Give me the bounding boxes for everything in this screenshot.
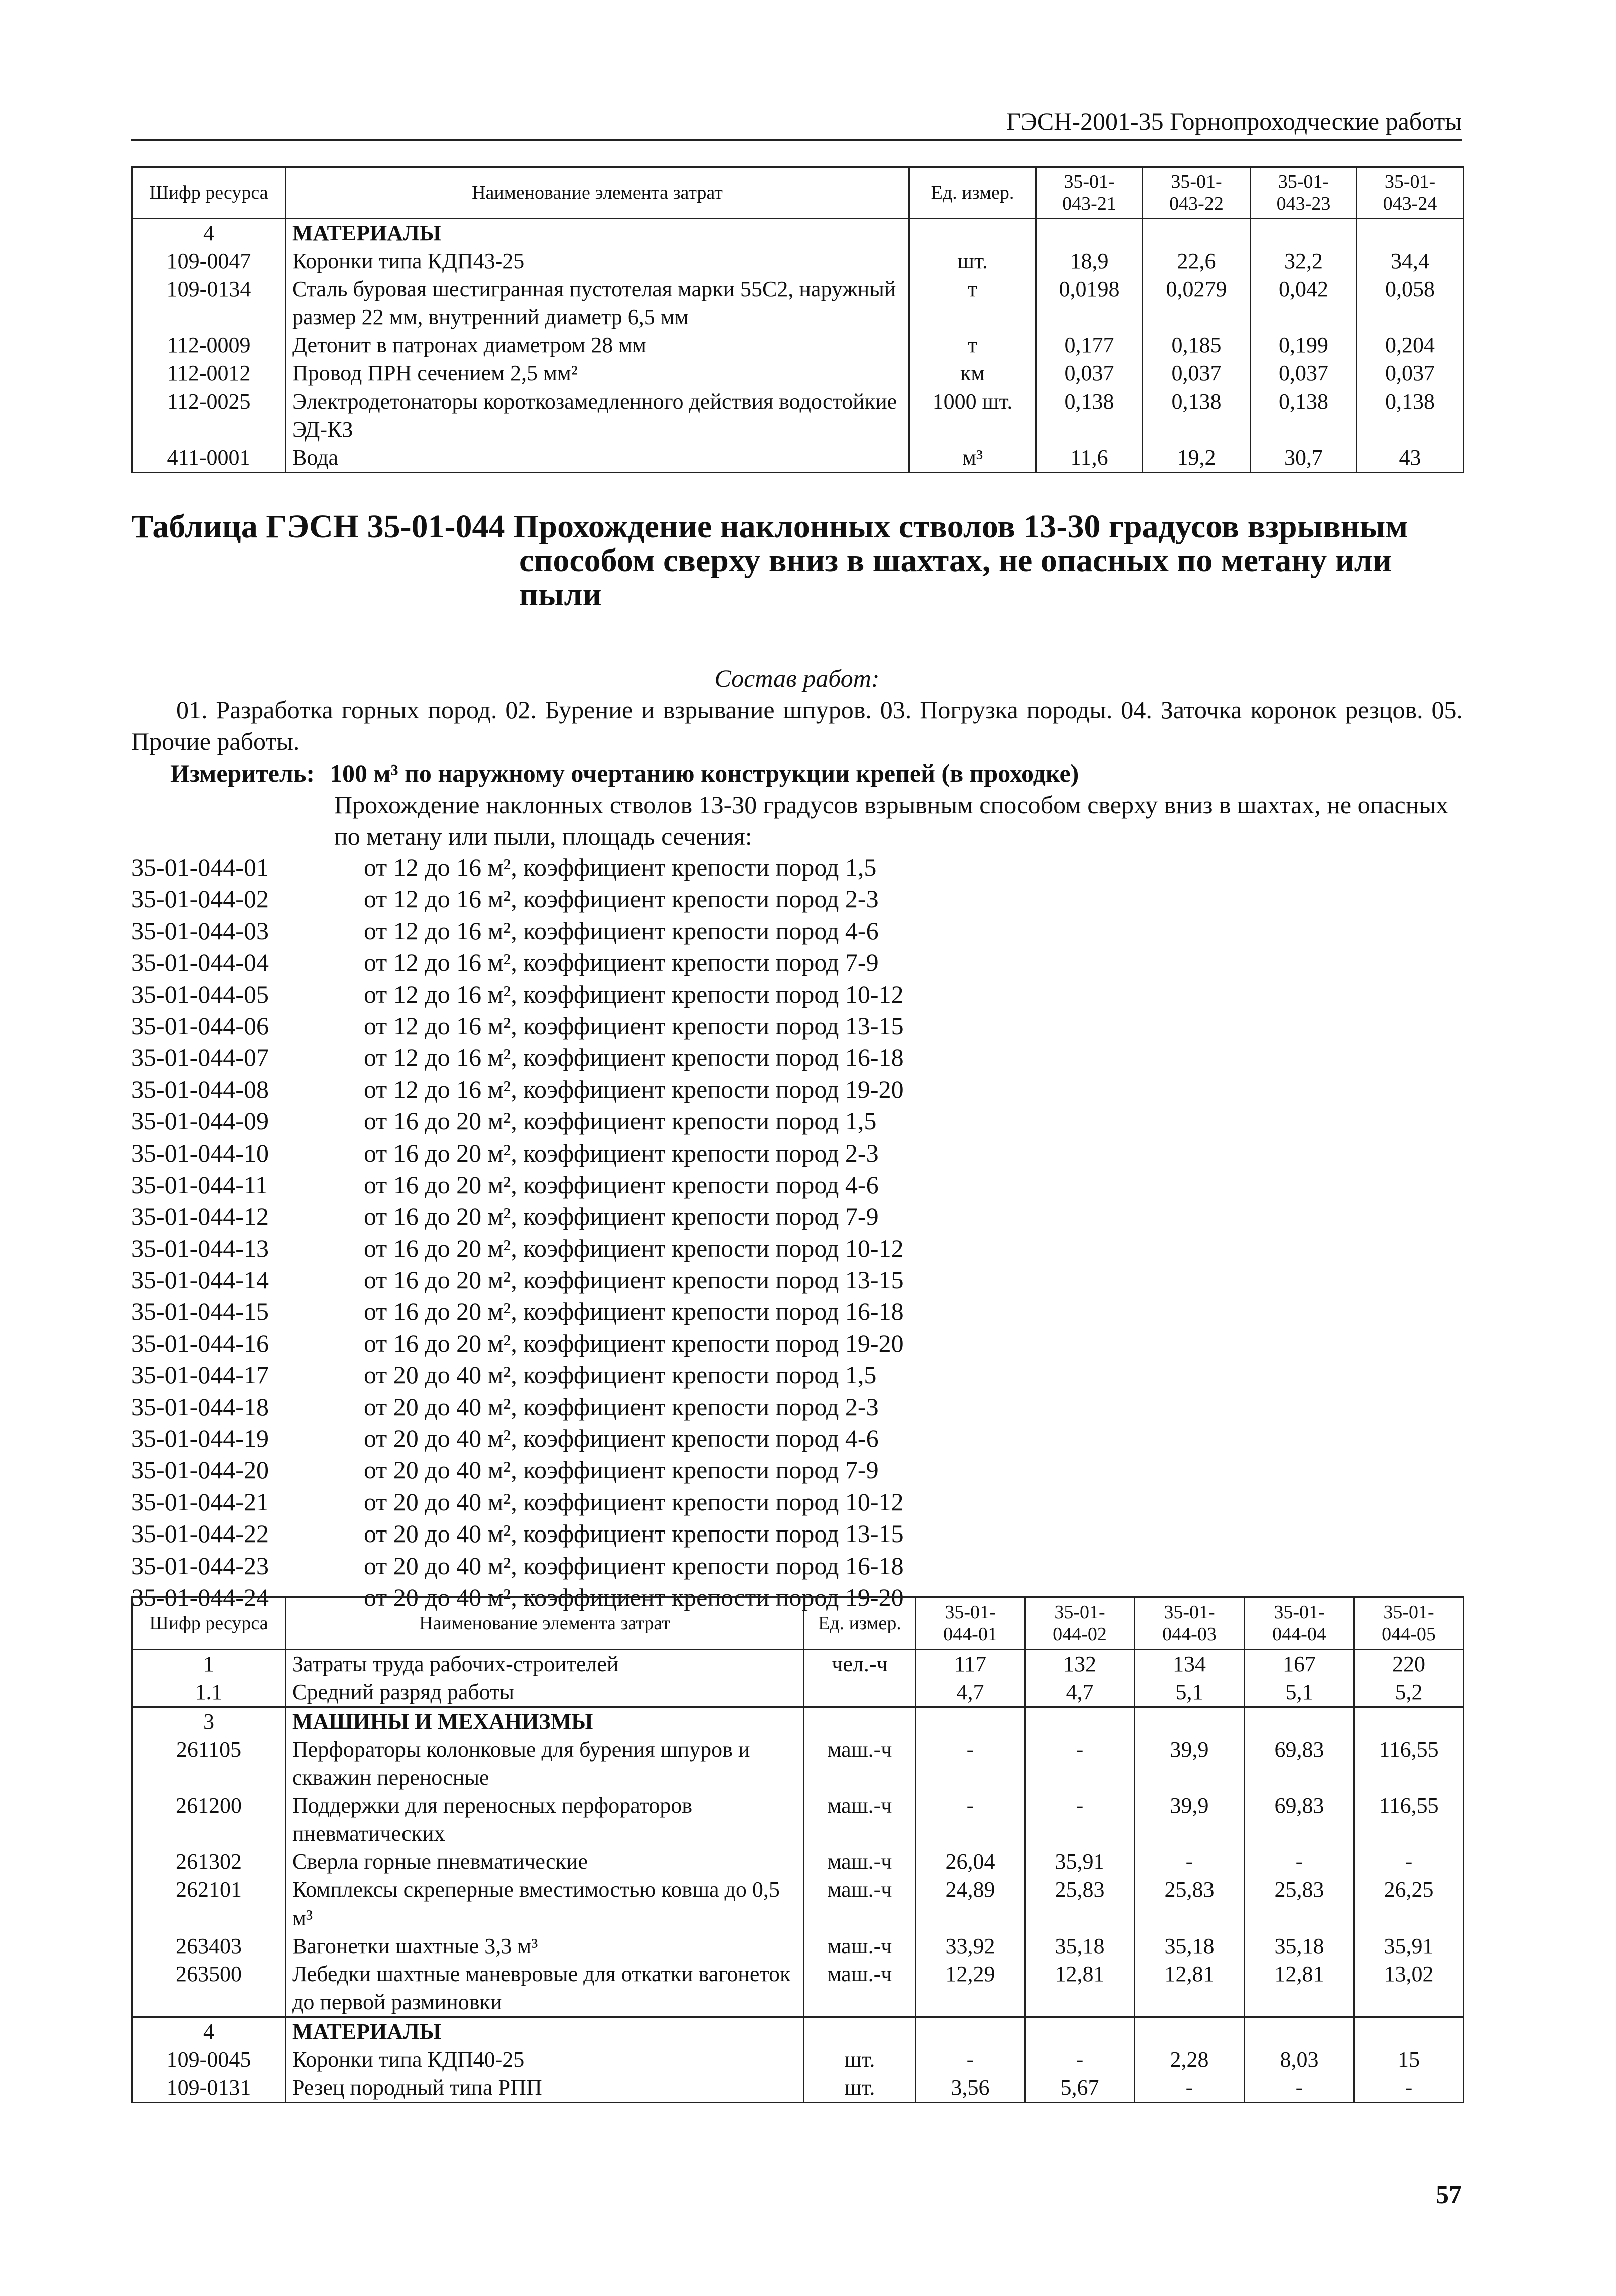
resource-code-cell: 4 — [132, 219, 286, 248]
resource-name-cell: Сверла горные пневматические — [286, 1848, 804, 1876]
table-row — [132, 1678, 1464, 1707]
value-cell: 0,138 — [1251, 388, 1357, 444]
resource-table-043 — [131, 166, 1464, 473]
value-cell: 0,138 — [1036, 388, 1143, 444]
meter-line — [170, 757, 1462, 789]
unit-cell — [804, 1707, 916, 1736]
value-cell: 117 — [916, 1650, 1025, 1679]
unit-cell: маш.-ч — [804, 1960, 916, 2017]
column-header: 35-01- 043-21 — [1036, 167, 1143, 219]
code-list-item — [131, 1233, 1463, 1264]
table-row — [132, 2074, 1464, 2103]
value-cell: 12,29 — [916, 1960, 1025, 2017]
norm-code: 35-01-044-20 — [131, 1456, 269, 1484]
code-list-item — [131, 1074, 1463, 1105]
value-cell: 0,177 — [1036, 331, 1143, 359]
norm-code: 35-01-044-15 — [131, 1297, 269, 1326]
resource-code-cell: 1.1 — [132, 1678, 286, 1707]
resource-code-cell: 112-0012 — [132, 359, 286, 388]
column-header: 35-01- 044-01 — [916, 1597, 1025, 1650]
norm-description: от 12 до 16 м², коэффициент крепости пород 4-6 — [364, 916, 879, 945]
norm-description: от 12 до 16 м², коэффициент крепости пород 1,5 — [364, 853, 877, 881]
code-list-item — [131, 883, 1463, 915]
value-cell — [1036, 219, 1143, 248]
resource-code-cell: 109-0131 — [132, 2074, 286, 2103]
code-list-item — [131, 1454, 1463, 1486]
value-cell: 32,2 — [1251, 247, 1357, 275]
column-header: Шифр ресурса — [132, 167, 286, 219]
norm-description: от 12 до 16 м², коэффициент крепости пород 10-12 — [364, 980, 904, 1008]
resource-code-cell: 112-0009 — [132, 331, 286, 359]
column-header: 35-01- 044-05 — [1354, 1597, 1464, 1650]
value-cell: 30,7 — [1251, 444, 1357, 473]
description-text: Прохождение наклонных стволов 13-30 градусов взрывным способом сверху вниз в шахтах, не опасных по метану или пыли, площадь сечения: — [334, 791, 1449, 850]
norm-code: 35-01-044-24 — [131, 1583, 269, 1611]
resource-name-cell: Коронки типа КДП40-25 — [286, 2046, 804, 2074]
code-list-item — [131, 915, 1463, 947]
resource-name-cell: Средний разряд работы — [286, 1678, 804, 1707]
unit-cell: маш.-ч — [804, 1792, 916, 1848]
value-cell: 39,9 — [1135, 1736, 1245, 1792]
norm-code: 35-01-044-01 — [131, 853, 269, 881]
resource-code-cell: 263500 — [132, 1960, 286, 2017]
resource-name-cell: Комплексы скреперные вместимостью ковша до 0,5 м³ — [286, 1876, 804, 1932]
value-cell — [1354, 2017, 1464, 2046]
table-row — [132, 1792, 1464, 1848]
code-list-item — [131, 852, 1463, 883]
resource-name-cell: Поддержки для переносных перфораторов пневматических — [286, 1792, 804, 1848]
section-heading-cell: МАТЕРИАЛЫ — [286, 2017, 804, 2046]
resource-code-cell: 109-0134 — [132, 275, 286, 331]
code-list-item — [131, 1328, 1463, 1359]
page-number: 57 — [1436, 2181, 1462, 2209]
code-list-item — [131, 1296, 1463, 1327]
code-list-item — [131, 1359, 1463, 1391]
norm-description: от 16 до 20 м², коэффициент крепости пород 13-15 — [364, 1266, 904, 1294]
code-list-item — [131, 1550, 1463, 1582]
table-row — [132, 1876, 1464, 1932]
resource-code-cell: 261200 — [132, 1792, 286, 1848]
value-cell: 0,0279 — [1143, 275, 1251, 331]
value-cell: 116,55 — [1354, 1792, 1464, 1848]
table-row — [132, 444, 1464, 473]
table-row — [132, 1932, 1464, 1960]
value-cell — [1245, 2017, 1354, 2046]
norm-code: 35-01-044-09 — [131, 1107, 269, 1135]
resource-name-cell: Коронки типа КДП43-25 — [286, 247, 909, 275]
norm-code: 35-01-044-19 — [131, 1424, 269, 1453]
value-cell: 167 — [1245, 1650, 1354, 1679]
unit-cell: чел.-ч — [804, 1650, 916, 1679]
norm-description: от 16 до 20 м², коэффициент крепости пород 4-6 — [364, 1170, 879, 1199]
value-cell: - — [1245, 2074, 1354, 2103]
resource-code-cell: 261302 — [132, 1848, 286, 1876]
table-title — [131, 510, 1463, 612]
value-cell — [1354, 1707, 1464, 1736]
column-header: Шифр ресурса — [132, 1597, 286, 1650]
norm-description: от 12 до 16 м², коэффициент крепости пород 13-15 — [364, 1011, 904, 1040]
value-cell: 3,56 — [916, 2074, 1025, 2103]
norm-code: 35-01-044-02 — [131, 885, 269, 913]
resource-name-cell: Вода — [286, 444, 909, 473]
norm-description: от 20 до 40 м², коэффициент крепости пород 13-15 — [364, 1519, 904, 1548]
value-cell: - — [1135, 1848, 1245, 1876]
column-header: Ед. измер. — [804, 1597, 916, 1650]
table-row — [132, 1707, 1464, 1736]
table-row — [132, 1650, 1464, 1679]
value-cell: - — [916, 1736, 1025, 1792]
resource-code-cell: 4 — [132, 2017, 286, 2046]
norm-description: от 12 до 16 м², коэффициент крепости пород 19-20 — [364, 1075, 904, 1103]
norm-description: от 20 до 40 м², коэффициент крепости пород 7-9 — [364, 1456, 879, 1484]
norm-code: 35-01-044-10 — [131, 1138, 269, 1167]
resource-name-cell: Затраты труда рабочих-строителей — [286, 1650, 804, 1679]
code-list-item — [131, 1391, 1463, 1423]
value-cell: 0,185 — [1143, 331, 1251, 359]
table-row — [132, 2046, 1464, 2074]
table-row — [132, 1848, 1464, 1876]
unit-cell — [804, 2017, 916, 2046]
table-title-line: способом сверху вниз в шахтах, не опасных по метану или — [519, 542, 1392, 579]
norm-code: 35-01-044-13 — [131, 1234, 269, 1262]
value-cell: 4,7 — [916, 1678, 1025, 1707]
code-list-item — [131, 1042, 1463, 1073]
value-cell: 43 — [1357, 444, 1464, 473]
column-header: 35-01- 044-02 — [1025, 1597, 1135, 1650]
value-cell: 35,18 — [1025, 1932, 1135, 1960]
value-cell: 2,28 — [1135, 2046, 1245, 2074]
column-header: 35-01- 044-03 — [1135, 1597, 1245, 1650]
column-header: 35-01- 043-24 — [1357, 167, 1464, 219]
value-cell: 116,55 — [1354, 1736, 1464, 1792]
resource-code-cell: 109-0045 — [132, 2046, 286, 2074]
column-header: Ед. измер. — [909, 167, 1036, 219]
norm-description: от 16 до 20 м², коэффициент крепости пород 2-3 — [364, 1138, 879, 1167]
code-list-item — [131, 1518, 1463, 1550]
norm-code: 35-01-044-17 — [131, 1361, 269, 1389]
column-header: Наименование элемента затрат — [286, 1597, 804, 1650]
value-cell: 35,91 — [1025, 1848, 1135, 1876]
value-cell: 5,1 — [1245, 1678, 1354, 1707]
unit-cell — [909, 219, 1036, 248]
unit-cell: маш.-ч — [804, 1736, 916, 1792]
section-heading-cell: МАТЕРИАЛЫ — [286, 219, 909, 248]
column-header: 35-01- 044-04 — [1245, 1597, 1354, 1650]
norm-code: 35-01-044-23 — [131, 1551, 269, 1580]
norm-code: 35-01-044-06 — [131, 1011, 269, 1040]
code-list-item — [131, 1105, 1463, 1137]
resource-code-cell: 262101 — [132, 1876, 286, 1932]
value-cell: 5,1 — [1135, 1678, 1245, 1707]
column-header: 35-01- 043-22 — [1143, 167, 1251, 219]
norm-code: 35-01-044-22 — [131, 1519, 269, 1548]
value-cell: 24,89 — [916, 1876, 1025, 1932]
norm-description: от 20 до 40 м², коэффициент крепости пород 10-12 — [364, 1487, 904, 1516]
value-cell: 33,92 — [916, 1932, 1025, 1960]
table-title-line: Таблица ГЭСН 35-01-044 Прохождение наклонных стволов 13-30 градусов взрывным — [131, 508, 1408, 545]
value-cell: 25,83 — [1245, 1876, 1354, 1932]
table-row — [132, 1736, 1464, 1792]
norm-code: 35-01-044-16 — [131, 1329, 269, 1357]
value-cell: 0,037 — [1357, 359, 1464, 388]
resource-name-cell: Перфораторы колонковые для бурения шпуров и скважин переносные — [286, 1736, 804, 1792]
value-cell: 0,138 — [1357, 388, 1464, 444]
value-cell: 25,83 — [1025, 1876, 1135, 1932]
value-cell: - — [1025, 2046, 1135, 2074]
value-cell: - — [916, 1792, 1025, 1848]
value-cell: 11,6 — [1036, 444, 1143, 473]
code-list-item — [131, 1423, 1463, 1454]
table-row — [132, 388, 1464, 444]
value-cell: - — [1025, 1736, 1135, 1792]
resource-name-cell: Детонит в патронах диаметром 28 мм — [286, 331, 909, 359]
value-cell — [1025, 1707, 1135, 1736]
column-header: Наименование элемента затрат — [286, 167, 909, 219]
table-row — [132, 359, 1464, 388]
value-cell: 132 — [1025, 1650, 1135, 1679]
code-list-item — [131, 979, 1463, 1010]
value-cell — [1135, 1707, 1245, 1736]
resource-code-cell: 411-0001 — [132, 444, 286, 473]
unit-cell: км — [909, 359, 1036, 388]
value-cell — [916, 2017, 1025, 2046]
norm-code: 35-01-044-11 — [131, 1170, 268, 1199]
norm-code: 35-01-044-18 — [131, 1392, 269, 1421]
resource-code-cell: 112-0025 — [132, 388, 286, 444]
meter-label: Измеритель: — [170, 759, 315, 787]
code-list-item — [131, 1201, 1463, 1232]
value-cell — [1357, 219, 1464, 248]
value-cell — [1245, 1707, 1354, 1736]
table-header-row — [132, 1597, 1464, 1650]
table-header-row — [132, 167, 1464, 219]
unit-cell: т — [909, 331, 1036, 359]
unit-cell: шт. — [804, 2046, 916, 2074]
value-cell: 18,9 — [1036, 247, 1143, 275]
value-cell: 35,18 — [1135, 1932, 1245, 1960]
unit-cell: м³ — [909, 444, 1036, 473]
value-cell: 35,18 — [1245, 1932, 1354, 1960]
meter-value: 100 м³ по наружному очертанию конструкции крепей (в проходке) — [330, 759, 1079, 787]
header-rule — [131, 139, 1462, 141]
value-cell: 0,0198 — [1036, 275, 1143, 331]
norm-code: 35-01-044-07 — [131, 1043, 269, 1072]
column-header: 35-01- 043-23 — [1251, 167, 1357, 219]
code-list-item — [131, 1486, 1463, 1518]
resource-name-cell: Лебедки шахтные маневровые для откатки вагонеток до первой разминовки — [286, 1960, 804, 2017]
value-cell: 5,67 — [1025, 2074, 1135, 2103]
value-cell: - — [1025, 1792, 1135, 1848]
norm-code: 35-01-044-05 — [131, 980, 269, 1008]
table-title-line: пыли — [519, 576, 602, 613]
norm-code: 35-01-044-04 — [131, 948, 269, 977]
table-row — [132, 2017, 1464, 2046]
resource-name-cell: Провод ПРН сечением 2,5 мм² — [286, 359, 909, 388]
code-list-item — [131, 1169, 1463, 1201]
norm-description: от 16 до 20 м², коэффициент крепости пород 1,5 — [364, 1107, 877, 1135]
table-row — [132, 331, 1464, 359]
composition-label: Состав работ: — [714, 664, 880, 692]
value-cell: - — [1354, 1848, 1464, 1876]
norm-code: 35-01-044-12 — [131, 1202, 269, 1231]
value-cell: 0,138 — [1143, 388, 1251, 444]
table-row — [132, 219, 1464, 248]
value-cell — [1025, 2017, 1135, 2046]
value-cell: 69,83 — [1245, 1792, 1354, 1848]
value-cell: - — [1135, 2074, 1245, 2103]
norm-description: от 16 до 20 м², коэффициент крепости пород 7-9 — [364, 1202, 879, 1231]
value-cell: 0,037 — [1251, 359, 1357, 388]
value-cell: 220 — [1354, 1650, 1464, 1679]
value-cell: 39,9 — [1135, 1792, 1245, 1848]
norm-description: от 12 до 16 м², коэффициент крепости пород 7-9 — [364, 948, 879, 977]
resource-name-cell: Резец породный типа РПП — [286, 2074, 804, 2103]
value-cell: - — [1354, 2074, 1464, 2103]
value-cell — [1135, 2017, 1245, 2046]
value-cell: 12,81 — [1135, 1960, 1245, 2017]
value-cell — [916, 1707, 1025, 1736]
value-cell: 35,91 — [1354, 1932, 1464, 1960]
section-heading-cell: МАШИНЫ И МЕХАНИЗМЫ — [286, 1707, 804, 1736]
value-cell: 0,042 — [1251, 275, 1357, 331]
norm-description: от 16 до 20 м², коэффициент крепости пород 19-20 — [364, 1329, 904, 1357]
value-cell: 22,6 — [1143, 247, 1251, 275]
norm-code: 35-01-044-03 — [131, 916, 269, 945]
value-cell: 8,03 — [1245, 2046, 1354, 2074]
code-list-item — [131, 1010, 1463, 1042]
composition-text: 01. Разработка горных пород. 02. Бурение и взрывание шпуров. 03. Погрузка породы. 04. Заточка коронок резцов. 05. Прочие работы. — [131, 696, 1463, 755]
table-row — [132, 247, 1464, 275]
norm-description: от 20 до 40 м², коэффициент крепости пород 2-3 — [364, 1392, 879, 1421]
value-cell: 0,058 — [1357, 275, 1464, 331]
unit-cell: т — [909, 275, 1036, 331]
code-list-item — [131, 1264, 1463, 1296]
unit-cell: маш.-ч — [804, 1876, 916, 1932]
value-cell: 0,199 — [1251, 331, 1357, 359]
value-cell: 34,4 — [1357, 247, 1464, 275]
value-cell: 0,037 — [1036, 359, 1143, 388]
norm-code: 35-01-044-08 — [131, 1075, 269, 1103]
norm-description: от 12 до 16 м², коэффициент крепости пород 2-3 — [364, 885, 879, 913]
value-cell: 0,204 — [1357, 331, 1464, 359]
norm-description: от 16 до 20 м², коэффициент крепости пород 10-12 — [364, 1234, 904, 1262]
norm-description: от 20 до 40 м², коэффициент крепости пород 1,5 — [364, 1361, 877, 1389]
value-cell: - — [1245, 1848, 1354, 1876]
value-cell: 26,25 — [1354, 1876, 1464, 1932]
norm-description: от 12 до 16 м², коэффициент крепости пород 16-18 — [364, 1043, 904, 1072]
norm-code: 35-01-044-14 — [131, 1266, 269, 1294]
code-list-item — [131, 947, 1463, 978]
code-list-item — [131, 1137, 1463, 1169]
value-cell — [1143, 219, 1251, 248]
value-cell: 26,04 — [916, 1848, 1025, 1876]
norm-code: 35-01-044-21 — [131, 1487, 269, 1516]
unit-cell: шт. — [909, 247, 1036, 275]
value-cell — [1251, 219, 1357, 248]
norm-description: от 20 до 40 м², коэффициент крепости пород 19-20 — [364, 1583, 904, 1611]
resource-code-cell: 261105 — [132, 1736, 286, 1792]
value-cell: 13,02 — [1354, 1960, 1464, 2017]
value-cell: 12,81 — [1245, 1960, 1354, 2017]
resource-name-cell: Вагонетки шахтные 3,3 м³ — [286, 1932, 804, 1960]
unit-cell: 1000 шт. — [909, 388, 1036, 444]
value-cell: 19,2 — [1143, 444, 1251, 473]
unit-cell: маш.-ч — [804, 1932, 916, 1960]
value-cell: 5,2 — [1354, 1678, 1464, 1707]
norm-description: от 16 до 20 м², коэффициент крепости пород 16-18 — [364, 1297, 904, 1326]
resource-code-cell: 3 — [132, 1707, 286, 1736]
unit-cell — [804, 1678, 916, 1707]
resource-code-cell: 263403 — [132, 1932, 286, 1960]
value-cell: 4,7 — [1025, 1678, 1135, 1707]
code-list — [131, 852, 1463, 1613]
value-cell: 15 — [1354, 2046, 1464, 2074]
resource-code-cell: 1 — [132, 1650, 286, 1679]
value-cell: 12,81 — [1025, 1960, 1135, 2017]
norm-description: от 20 до 40 м², коэффициент крепости пород 16-18 — [364, 1551, 904, 1580]
resource-code-cell: 109-0047 — [132, 247, 286, 275]
resource-name-cell: Сталь буровая шестигранная пустотелая марки 55С2, наружный размер 22 мм, внутренний диаметр 6,5 мм — [286, 275, 909, 331]
value-cell: 0,037 — [1143, 359, 1251, 388]
value-cell: 25,83 — [1135, 1876, 1245, 1932]
value-cell: 69,83 — [1245, 1736, 1354, 1792]
resource-table-044 — [131, 1596, 1464, 2103]
value-cell: 134 — [1135, 1650, 1245, 1679]
unit-cell: маш.-ч — [804, 1848, 916, 1876]
value-cell: - — [916, 2046, 1025, 2074]
table-row — [132, 275, 1464, 331]
running-header: ГЭСН-2001-35 Горнопроходческие работы — [1006, 107, 1462, 135]
norm-description: от 20 до 40 м², коэффициент крепости пород 4-6 — [364, 1424, 879, 1453]
table-row — [132, 1960, 1464, 2017]
resource-name-cell: Электродетонаторы короткозамедленного действия водостойкие ЭД-КЗ — [286, 388, 909, 444]
unit-cell: шт. — [804, 2074, 916, 2103]
